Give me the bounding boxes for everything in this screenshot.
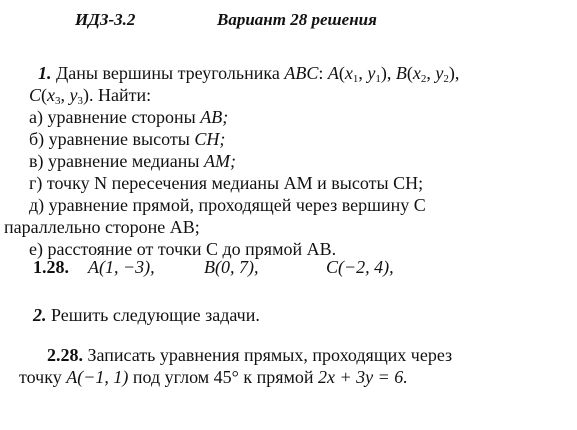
task-2-28-text-a: точку [19,367,62,387]
task-1-line-2: $C(x_3$, $y_3$). Найти: [29,85,152,107]
task-2-28-line-2 [19,366,408,388]
item-c-label: в) [29,151,44,171]
point-c: C(−2, 4), [326,257,394,277]
item-c-math: AM; [204,151,236,171]
item-f-text: расстояние от точки C до прямой AB. [47,239,337,259]
task-2-text: Решить следующие задачи. [51,305,260,325]
item-c-text: уравнение медианы [48,151,200,171]
item-d [29,172,423,194]
item-e-label: д) [29,195,45,215]
item-e-continuation [4,216,200,238]
find-label: Найти: [98,85,152,105]
item-a-label: а) [29,107,43,127]
item-d-label: г) [29,173,43,193]
task-2-number: 2. [33,305,47,325]
task-2-28-number: 2.28. [47,345,83,365]
item-b-math: CH; [194,129,226,149]
item-a [29,106,228,128]
item-a-math: AB; [200,107,229,127]
variant-data-number: 1.28. [33,257,69,277]
task-2-28-line-1 [47,344,452,366]
task-2-line [33,304,260,326]
item-b-label: б) [29,129,45,149]
task-2-28-point: A(−1, 1) [66,367,129,387]
item-b [29,128,225,150]
item-f [29,238,336,260]
task-1-number: 1. [38,63,52,83]
variant-title: Вариант 28 решения [217,10,377,29]
task-1-intro: Даны вершины треугольника [56,63,280,83]
item-e-text: уравнение прямой, проходящей через вершину C [48,195,426,215]
variant-data-line [33,256,69,278]
task-2-28-angle: 45° [213,367,239,387]
task-2-28-equation: 2x + 3y = 6. [318,367,408,387]
task-1-line-1: 1. Даны вершины треугольника ABC: $A(x_1$, $y_1$), $B(x_2$, $y_2$), [38,63,460,85]
item-d-text: точку N пересечения медианы AM и высоты CH; [46,173,424,193]
task-2-28-text-c: к прямой [243,367,314,387]
item-a-text: уравнение стороны [47,107,196,127]
header [0,10,577,34]
item-e [29,194,426,216]
point-b: B(0, 7), [204,257,259,277]
task-2-28-line-1-text: Записать уравнения прямых, проходящих через [87,345,453,365]
item-c [29,150,236,172]
task-2-28-text-b: под углом [132,367,210,387]
document-title: ИДЗ-3.2 [75,10,136,29]
item-f-label: е) [29,239,43,259]
item-b-text: уравнение высоты [48,129,190,149]
point-a: A(1, −3), [88,257,155,277]
triangle-name: ABC [284,63,319,83]
item-e-cont-text: параллельно стороне AB; [4,217,200,237]
